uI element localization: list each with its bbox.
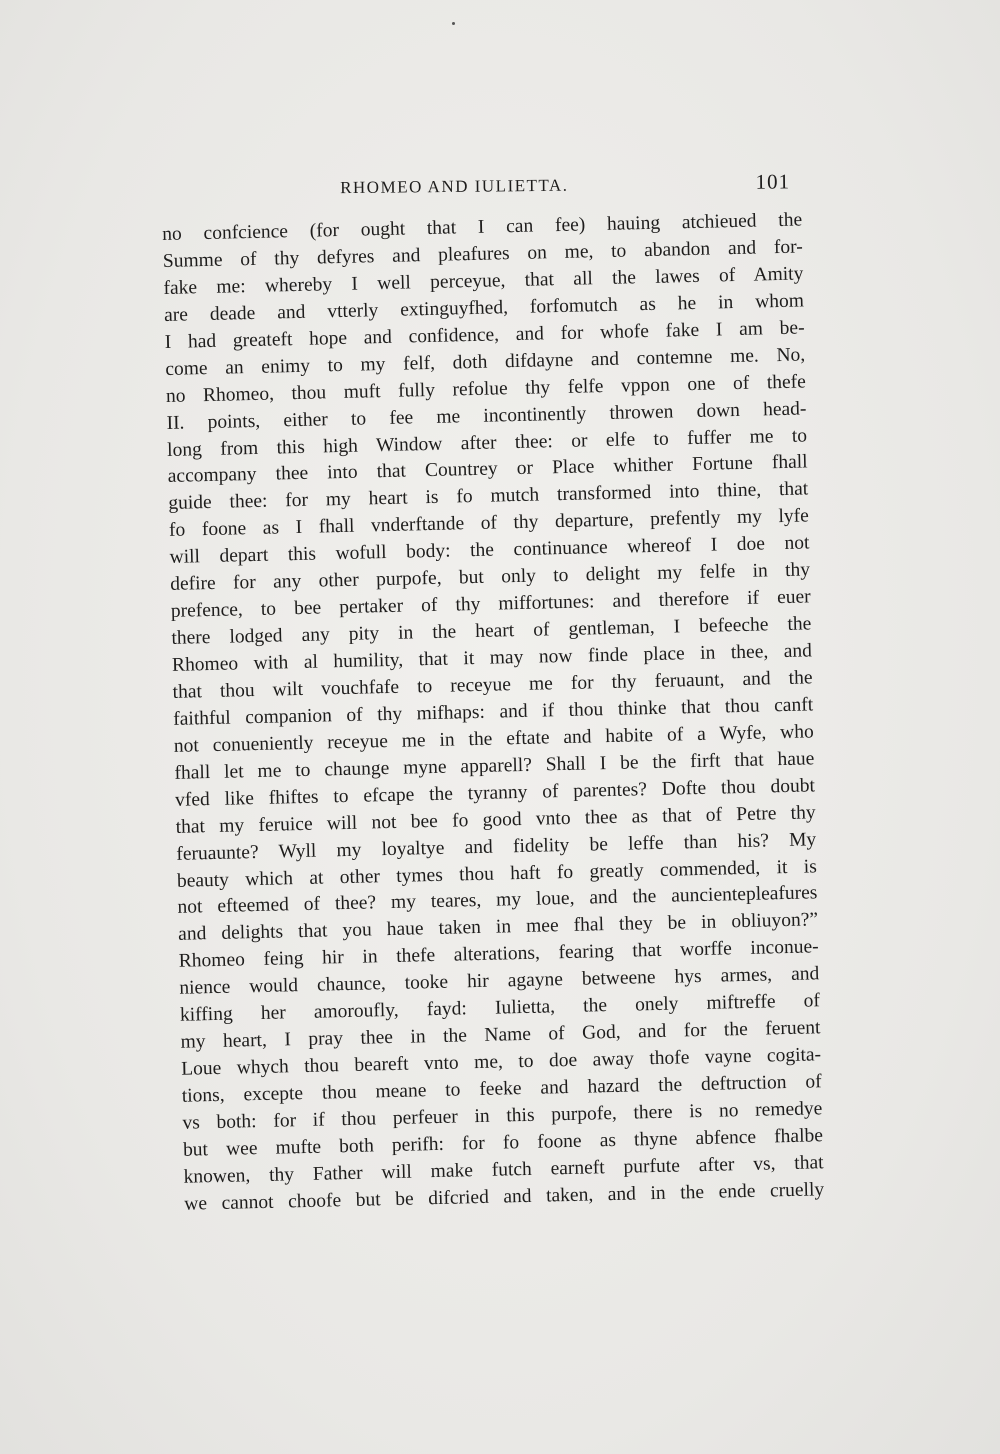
text-line: vfed like fhiftes to efcape the tyranny of parentes? Dofte thou doubt: [174, 775, 816, 811]
text-line: knowen, thy Father will make futch earneft purfute after vs, that: [183, 1152, 824, 1188]
running-head: [160, 169, 800, 206]
text-line: but wee mufte both perifh: for fo foone as thyne abfence fhalbe: [182, 1125, 824, 1161]
text-line: prefence, to bee pertaker of thy miffortunes: and therefore if euer: [170, 586, 811, 623]
text-line: accompany thee into that Countrey or Place whither Fortune fhall: [167, 451, 808, 488]
text-line: fake me: whereby I well perceyue, that all the lawes of Amity: [163, 263, 804, 299]
text-line: there lodged any pity in the heart of gentleman, I befeeche the: [171, 613, 812, 649]
running-head-title: RHOMEO AND IULIETTA.: [340, 175, 569, 198]
text-line: not efteemed of thee? my teares, my loue, and the auncientepleafures: [177, 882, 818, 919]
text-line: not conueniently receyue me in the eftate and habite of a Wyfe, who: [173, 721, 814, 757]
text-line: come an enimy to my felf, doth difdayne and contemne me. No,: [165, 344, 806, 380]
text-line: will depart this wofull body: the continuance whereof I doe not: [169, 532, 810, 569]
text-line: I had greateft hope and confidence, and for whofe fake I am be-: [164, 317, 805, 353]
text-line: guide thee: for my heart is fo mutch transformed into thine, that: [168, 478, 809, 515]
text-line: nience would chaunce, tooke hir agayne betweene hys armes, and: [179, 963, 820, 1000]
text-line: vs both: for if thou perfeuer in this purpofe, there is no remedye: [182, 1098, 823, 1134]
text-line: defire for any other purpofe, but only to delight my felfe in thy: [169, 559, 811, 596]
text-line: no Rhomeo, thou muft fully refolue thy felfe vppon one of thefe: [165, 371, 807, 407]
text-line: my heart, I pray thee in the Name of God, and for the feruent: [180, 1017, 821, 1053]
text-line: that my feruice will not bee fo good vnto thee as that of Petre thy: [175, 801, 816, 838]
text-line: no confcience (for ought that I can fee) hauing atchieued the: [162, 209, 803, 245]
text-line: kiffing her amoroufly, fayd: Iulietta, the onely miftreffe of: [179, 990, 821, 1026]
text-line: fo foone as I fhall vnderftande of thy departure, prefently my lyfe: [168, 505, 810, 542]
text-line: we cannot choofe but be difcried and taken, and in the ende cruelly: [184, 1178, 825, 1215]
text-line: are deade and vtterly extinguyfhed, forfomutch as he in whom: [163, 290, 805, 326]
text-line: tions, excepte thou meane to feeke and hazard the deftruction of: [181, 1071, 822, 1107]
text-line: feruaunte? Wyll my loyaltye and fidelity be leffe than his? My: [176, 828, 817, 865]
text-line: Rhomeo feing hir in thefe alterations, fearing that worffe inconue-: [178, 936, 819, 973]
text-line: Loue whych thou beareft vnto me, to doe away thofe vayne cogita-: [180, 1044, 822, 1080]
print-speck: [452, 22, 455, 25]
body-text: [162, 207, 824, 1218]
text-line: beauty which at other tymes thou haft fo greatly commended, it is: [176, 855, 818, 892]
text-line: Rhomeo with al humility, that it may now finde place in thee, and: [171, 640, 813, 676]
page-number: 101: [755, 169, 791, 194]
text-line: Summe of thy defyres and pleafures on me, to abandon and for-: [162, 236, 803, 272]
text-line: faithful companion of thy mifhaps: and if thou thinke that thou canft: [173, 694, 814, 730]
text-line: and delights that you haue taken in mee fhal they be in obliuyon?”: [177, 909, 819, 946]
text-line: that thou wilt vouchfafe to receyue me for thy feruaunt, and the: [172, 667, 813, 703]
text-line: long from this high Window after thee: or elfe to fuffer me to: [166, 424, 808, 461]
text-line: fhall let me to chaunge myne apparell? Shall I be the firft that haue: [174, 748, 815, 784]
text-line: II. points, either to fee me incontinently throwen down head-: [166, 397, 807, 434]
